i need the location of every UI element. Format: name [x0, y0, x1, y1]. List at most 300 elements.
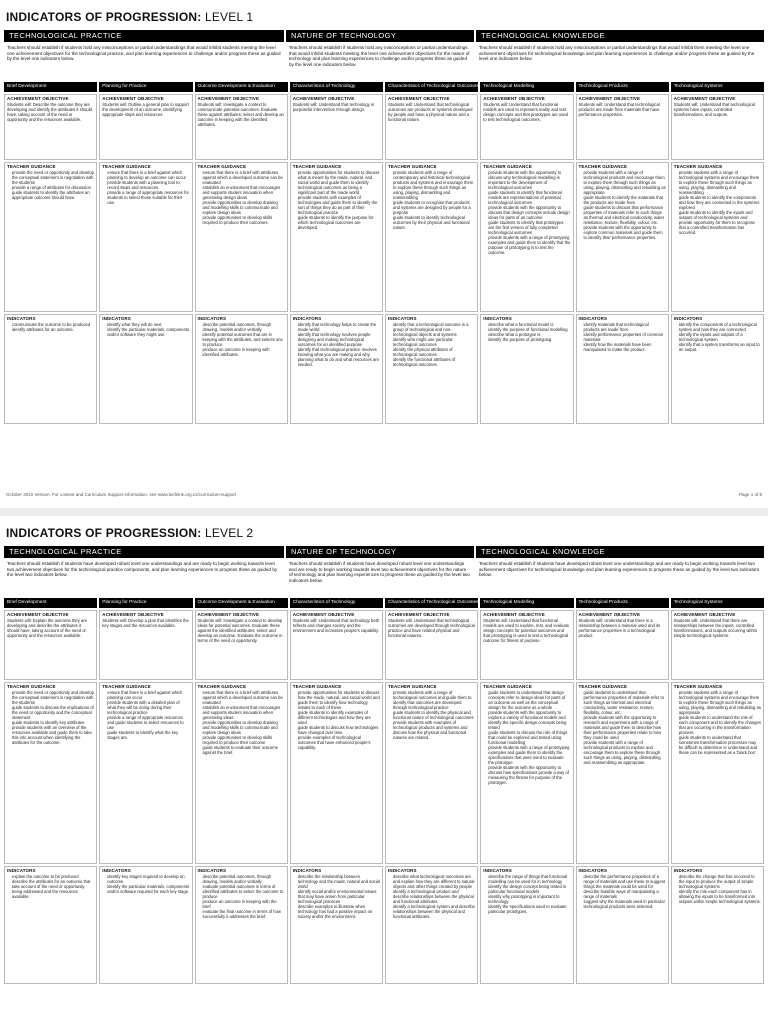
- cell-heading: TEACHER GUIDANCE: [388, 684, 437, 689]
- list-item: • establish an environment that encourages and supports student innovation when generating design ideas: [203, 185, 285, 200]
- list-item: • produce an outcome in keeping with the brief: [203, 899, 285, 909]
- list-item: • provide students with a planning tool to record steps and resources: [107, 180, 189, 190]
- list-item: • guide students to identify that prototypes are the first version of fully completed technological outcomes: [488, 220, 570, 235]
- achievement-objective-cell: [576, 610, 669, 680]
- list-item: • guide students to identify key attributes: [12, 720, 94, 725]
- list-item: • suggest why the materials used in particular technological products were selected.: [584, 899, 666, 909]
- list-item: • guide students to recognise that products and systems are designed by people for a purpose: [393, 200, 475, 215]
- column-header: Brief Development: [4, 82, 97, 92]
- indicators-cell: [290, 314, 383, 424]
- guidance-list: [7, 690, 94, 745]
- list-item: • ensure that there is a brief against which planning can occur: [107, 690, 189, 700]
- teacher-guidance-cell: [385, 162, 478, 312]
- teacher-guidance-cell: [195, 162, 288, 312]
- cell-heading: ACHIEVEMENT OBJECTIVE: [483, 612, 545, 617]
- indicators-list: [388, 322, 475, 367]
- cell-heading: ACHIEVEMENT OBJECTIVE: [673, 612, 736, 617]
- guidance-list: [198, 690, 285, 755]
- list-item: • evaluate potential outcomes in terms of identified attributes to select the outcome to produce: [203, 884, 285, 899]
- column-header: Technological Products: [576, 82, 669, 92]
- list-item: • identify that technology helps to create the made world: [298, 322, 380, 332]
- intro-row: [4, 560, 764, 594]
- teacher-guidance-cell: [4, 162, 97, 312]
- list-item: • provide a range of attributes for discussion: [12, 185, 94, 190]
- achievement-text: Students will: Understand that functional models are used to explore, test, and evaluate design concepts for potential outcomes and that prototyping is used to test a technological outcome for fitness of purpose.: [483, 618, 570, 643]
- cell-heading: ACHIEVEMENT OBJECTIVE: [578, 96, 641, 101]
- achievement-objective-cell: [290, 610, 383, 680]
- list-item: • identify materials that technological products are made from: [584, 322, 666, 332]
- cell-heading: TEACHER GUIDANCE: [483, 164, 532, 169]
- page-title: INDICATORS OF PROGRESSION: LEVEL 1: [6, 10, 254, 24]
- cell-heading: ACHIEVEMENT OBJECTIVE: [673, 96, 736, 101]
- list-item: • describe the relationship between technology and the made, natural and social world: [298, 874, 380, 889]
- cell-heading: TEACHER GUIDANCE: [102, 164, 151, 169]
- column-header: Characteristics of Technology: [290, 82, 383, 92]
- strand-bands: [4, 546, 764, 558]
- cell-heading: INDICATORS: [292, 316, 322, 321]
- strand-column: [385, 610, 478, 984]
- achievement-text: Students will: Understand that technology is purposeful intervention through design.: [292, 102, 374, 112]
- band-technological-practice: TECHNOLOGICAL PRACTICE: [4, 546, 284, 558]
- list-item: • guide students to identify technological outcomes by their physical and functional nature.: [393, 215, 475, 230]
- cell-heading: INDICATORS: [483, 316, 512, 321]
- list-item: • provide students with a range of technological products to explore and encourage them to explore these through such things as using, playing, dismantling and reassembling as appropriate.: [584, 740, 666, 765]
- cell-heading: INDICATORS: [578, 316, 608, 321]
- strand-column: [480, 610, 573, 984]
- cell-heading: INDICATORS: [673, 316, 703, 321]
- list-item: • provide students with an overview of the resources available and guide them to take this into account when identifying the attributes for the outcome.: [12, 725, 94, 745]
- intro-practice: Teachers should establish if students have developed robust level one understandings and are ready to begin working towards level two achievement objectives for the technological practice components, and plan learning experiences to progress these as guided by the level two indicators below.: [7, 561, 278, 578]
- indicators-list: [293, 874, 380, 919]
- indicators-cell: [4, 314, 97, 424]
- cell-heading: ACHIEVEMENT OBJECTIVE: [483, 96, 545, 101]
- guidance-list: [102, 170, 189, 205]
- achievement-objective-cell: [385, 610, 478, 680]
- achievement-text: Students will: Outline a general plan to support the development of an outcome, identifying appropriate steps and resources.: [102, 102, 189, 117]
- list-item: • identify performance properties of common materials: [584, 332, 666, 342]
- guidance-list: [388, 170, 475, 230]
- intro-row: [4, 44, 764, 78]
- indicator-grid: [4, 610, 764, 984]
- list-item: • describe the attributes for an outcome that take account of the need or opportunity being addressed and the resources available.: [12, 879, 94, 899]
- cell-heading: TEACHER GUIDANCE: [197, 684, 247, 689]
- achievement-text: Students will: Understand that technological products are made from materials that have performance properties.: [578, 102, 660, 117]
- guidance-list: [7, 170, 94, 200]
- achievement-objective-cell: [576, 94, 669, 160]
- list-item: • describe the range of things that functional modelling can be used for in technology: [488, 874, 570, 884]
- indicators-list: [102, 322, 189, 337]
- list-item: • identify the particular materials, components and/or software they might use.: [107, 327, 189, 337]
- cell-heading: ACHIEVEMENT OBJECTIVE: [197, 96, 260, 101]
- list-item: • describe what technological outcomes are and explain how they are different to natural objects and other things created by people: [393, 874, 475, 889]
- indicators-cell: [480, 866, 573, 984]
- teacher-guidance-cell: [671, 682, 764, 864]
- list-item: • identify that technology involves people designing and making technological outcomes for an identified purpose: [298, 332, 380, 347]
- column-header: Outcome Development & Evaluation: [195, 598, 288, 608]
- indicators-list: [7, 874, 94, 899]
- cell-heading: INDICATORS: [483, 868, 512, 873]
- list-item: • describe what a functional model is: [488, 322, 570, 327]
- strand-column: [576, 94, 669, 424]
- list-item: • identify the purpose of functional modelling: [488, 327, 570, 332]
- list-item: • describe the change that has occurred to the input to produce the output of simple technological systems: [679, 874, 761, 889]
- achievement-text: Students will: Understand that technological outcomes are developed through technological practice and have related physical and functional natures.: [388, 618, 475, 638]
- list-item: • provide the need or opportunity and develop the conceptual statement in negotiation with the students: [12, 690, 94, 705]
- strand-column: [4, 610, 97, 984]
- achievement-text: Students will: Describe the outcome they are developing and identify the attributes it should have, taking account of the need or opportunity and the resources available.: [7, 102, 92, 122]
- list-item: • identify how the materials have been manipulated to make the product.: [584, 342, 666, 352]
- list-item: • provide students with a range of technological products and encourage them to explore them through such things as using, playing, dismantling and rebuilding as appropriate: [584, 170, 666, 195]
- teacher-guidance-cell: [99, 682, 192, 864]
- list-item: • evaluate the final outcome in terms of how successfully it addresses the brief.: [203, 909, 285, 919]
- list-item: • provide opportunities to develop skills required to produce their outcomes.: [203, 215, 285, 225]
- list-item: • provide students with the opportunity to discuss why technological modelling is important to the development of technological outcomes: [488, 170, 570, 190]
- intro-knowledge: Teachers should establish if students hold any misconceptions or partial understandings that would inhibit them meeting the level one achievement objectives for technological knowledge and plan learning experiences to challenge and/or progress these as guided by the level one indicators below.: [479, 45, 755, 62]
- strand-column: [480, 94, 573, 424]
- teacher-guidance-cell: [480, 682, 573, 864]
- list-item: • guide students to identify the physical and functional nature of technological outcomes: [393, 710, 475, 720]
- list-item: • provide opportunities to develop skills required to produce their outcome: [203, 735, 285, 745]
- achievement-text: Students will: Understand that technological outcomes are products or systems developed by people and have a physical nature and a functional nature.: [388, 102, 473, 122]
- list-item: • identify attributes for an outcome.: [12, 327, 94, 332]
- list-item: • provide opportunities to develop drawing and modelling skills to communicate and explore design ideas: [203, 200, 285, 215]
- cell-heading: INDICATORS: [7, 868, 36, 873]
- list-item: • provide students with a range of prototyping examples and guide them to identify that the purpose of prototyping is to test the outcome.: [488, 235, 570, 255]
- list-item: • provide students with a range of technological outcomes and guide them to identify that outcomes are developed through technological practice: [393, 690, 475, 710]
- guidance-list: [579, 690, 666, 765]
- strand-column: [385, 94, 478, 424]
- list-item: • provide students with a range of prototyping examples and guide them to identify the specifications that were used to evaluate the prototype: [488, 745, 570, 765]
- teacher-guidance-cell: [671, 162, 764, 312]
- achievement-text: Students will: Develop a plan that identifies the key stages and the resources available.: [102, 618, 189, 628]
- guidance-list: [293, 170, 380, 230]
- page-level-1: [0, 0, 768, 508]
- intro-nature: Teachers should establish if students hold any misconceptions or partial understandings that would inhibit students meeting the level one achievement objectives for the nature of technology and plan learning experiences to challenge and/or progress these as guided by the level one indicators below.: [289, 45, 470, 67]
- list-item: • provide students with a range of technological systems and encourage them to explore these through such things as using, playing, dismantling and reassembling: [679, 170, 761, 195]
- list-item: • guide students to identify the inputs and outputs of technological systems and provide opportunity for them to recognise that a controlled transformation has occurred.: [679, 210, 761, 235]
- teacher-guidance-cell: [290, 162, 383, 312]
- list-item: • communicate the outcome to be produced: [12, 322, 94, 327]
- indicators-list: [102, 874, 189, 894]
- indicators-cell: [576, 314, 669, 424]
- column-header: Technological Systems: [671, 598, 764, 608]
- cell-heading: TEACHER GUIDANCE: [388, 164, 437, 169]
- list-item: • guide students to understand that performance properties of materials refer to such things as thermal and electrical conductivity, water resistance, texture, flexibility, colour, etc.: [584, 690, 666, 715]
- list-item: • guide students to identify the purpose for which technological outcomes are developed.: [298, 215, 380, 230]
- indicators-cell: [671, 314, 764, 424]
- list-item: • guide students to identify that functional models are representations of potential technological outcomes: [488, 190, 570, 205]
- list-item: • identify potential outcomes that are in keeping with the attributes, and selects one to produce: [203, 332, 285, 347]
- list-item: • identify the particular materials, components and/or software required for each key stage.: [107, 884, 189, 894]
- page-level-2: [0, 516, 768, 1024]
- list-item: • guide students to identify what the key stages are.: [107, 730, 189, 740]
- band-technological-knowledge: TECHNOLOGICAL KNOWLEDGE: [476, 546, 764, 558]
- cell-heading: ACHIEVEMENT OBJECTIVE: [292, 612, 355, 617]
- list-item: • provide students with examples of technological products and systems and discuss how the physical and functional natures are related.: [393, 720, 475, 740]
- cell-heading: ACHIEVEMENT OBJECTIVE: [292, 96, 355, 101]
- band-technological-practice: TECHNOLOGICAL PRACTICE: [4, 30, 284, 42]
- cell-heading: ACHIEVEMENT OBJECTIVE: [102, 612, 164, 617]
- list-item: • guide students to understand the role of each component and to identify the changes that are occurring in the transformation process: [679, 715, 761, 735]
- column-header: Outcome Development & Evaluation: [195, 82, 288, 92]
- achievement-objective-cell: [480, 610, 573, 680]
- strand-column: [576, 610, 669, 984]
- list-item: • identify the role each component has in allowing the inputs to be transformed into outputs within simple technological systems.: [679, 889, 761, 904]
- list-item: • guide students to discuss the role of things that could be explored and tested using functional modelling: [488, 730, 570, 745]
- achievement-objective-cell: [480, 94, 573, 160]
- intro-knowledge: Teachers should establish if students have developed robust level one understandings and are ready to begin working towards level two achievement objectives for technological knowledge and plan learning experiences to progress these as guided by the level two indicators below.: [479, 561, 760, 578]
- cell-heading: TEACHER GUIDANCE: [7, 164, 56, 169]
- guidance-list: [483, 690, 570, 785]
- list-item: • provide the need or opportunity and develop the conceptual statement in negotiation with the students: [12, 170, 94, 185]
- indicators-list: [674, 322, 761, 352]
- teacher-guidance-cell: [385, 682, 478, 864]
- cell-heading: ACHIEVEMENT OBJECTIVE: [388, 96, 450, 101]
- achievement-objective-cell: [671, 610, 764, 680]
- guidance-list: [674, 170, 761, 235]
- indicator-grid: [4, 94, 764, 424]
- list-item: • produce an outcome in keeping with identified attributes.: [203, 347, 285, 357]
- list-item: • provide a range of appropriate resources for students to select those suitable for their use.: [107, 190, 189, 205]
- list-item: • identify a technological product and describe relationships between the physical and functional attributes: [393, 889, 475, 904]
- achievement-objective-cell: [4, 94, 97, 160]
- achievement-text: Students will: Understand that there are relationships between the inputs, controlled transformations, and outputs occurring within simple technological systems.: [673, 618, 758, 638]
- list-item: • identify the purpose of prototyping.: [488, 337, 570, 342]
- teacher-guidance-cell: [195, 682, 288, 864]
- list-item: • guide students to understand that design concepts refer to design ideas for parts of an outcome as well as the conceptual design for the outcome as a whole: [488, 690, 570, 710]
- page-title: INDICATORS OF PROGRESSION: LEVEL 2: [6, 526, 254, 540]
- indicators-list: [483, 874, 570, 914]
- list-item: • provide students with the opportunity to discuss how specifications provide a way of measuring the fitness for purpose of the prototype.: [488, 765, 570, 785]
- cell-heading: TEACHER GUIDANCE: [483, 684, 532, 689]
- indicators-list: [674, 874, 761, 904]
- list-item: • provide a range of appropriate resources and guide students to select resources to use: [107, 715, 189, 730]
- strand-column: [99, 94, 192, 424]
- cell-heading: TEACHER GUIDANCE: [197, 164, 247, 169]
- page-divider: [0, 508, 768, 516]
- achievement-objective-cell: [99, 94, 192, 160]
- page-footer: [6, 492, 762, 497]
- list-item: • describe potential outcomes, through drawing, models and/or verbally: [203, 322, 285, 332]
- achievement-text: Students will: Explain the outcome they are developing and describe the attributes it should have, taking account of the need or opportunity and the resources available.: [7, 618, 88, 638]
- list-item: • provide examples of technological outcomes that have enhanced people's capability.: [298, 735, 380, 750]
- cell-heading: ACHIEVEMENT OBJECTIVE: [197, 612, 260, 617]
- list-item: • describe potential outcomes, through drawing, models and/or verbally: [203, 874, 285, 884]
- list-item: • describe examples to illustrate when technology has had a positive impact on society and/or the environment.: [298, 904, 380, 919]
- list-item: • guide students to discuss how technologies have changed over time: [298, 725, 380, 735]
- intro-nature: Teachers should establish if students have developed robust level one understandings and are ready to begin working towards level two achievement objectives for the nature of technology and plan learning experiences to progress these as guided by the level two indicators below.: [289, 561, 470, 583]
- cell-heading: TEACHER GUIDANCE: [578, 164, 628, 169]
- teacher-guidance-cell: [99, 162, 192, 312]
- cell-heading: TEACHER GUIDANCE: [673, 164, 723, 169]
- achievement-objective-cell: [671, 94, 764, 160]
- list-item: • describe feasible ways of manipulating a range of materials: [584, 889, 666, 899]
- guidance-list: [674, 690, 761, 755]
- list-item: • establish an environment that encourages and supports student innovation when generating ideas: [203, 705, 285, 720]
- cell-heading: INDICATORS: [197, 316, 227, 321]
- cell-heading: INDICATORS: [102, 316, 131, 321]
- list-item: • identify key stages required to develop an outcome: [107, 874, 189, 884]
- list-item: • provide students with the opportunity to explore common materials and guide them to identify their performance properties.: [584, 225, 666, 240]
- column-header: Planning for Practice: [99, 82, 192, 92]
- strand-column: [290, 94, 383, 424]
- achievement-objective-cell: [290, 94, 383, 160]
- cell-heading: INDICATORS: [388, 868, 417, 873]
- indicators-cell: [385, 866, 478, 984]
- band-nature-of-technology: NATURE OF TECHNOLOGY: [286, 30, 474, 42]
- column-header: Technological Modelling: [480, 82, 573, 92]
- guidance-list: [388, 690, 475, 740]
- cell-heading: TEACHER GUIDANCE: [102, 684, 151, 689]
- list-item: • provide students with examples of technologies and guide them to identify the sort of things they do as part of their technological practice: [298, 195, 380, 215]
- indicators-list: [388, 874, 475, 919]
- indicators-cell: [290, 866, 383, 984]
- list-item: • ensure that there is a brief against which planning to develop an outcome can occur: [107, 170, 189, 180]
- band-nature-of-technology: NATURE OF TECHNOLOGY: [286, 546, 474, 558]
- list-item: • identify the specifications used to evaluate particular prototypes.: [488, 904, 570, 914]
- achievement-objective-cell: [4, 610, 97, 680]
- achievement-text: Students will: Understand that there is a relationship between a material used and its performance properties in a technological product.: [578, 618, 661, 638]
- cell-heading: INDICATORS: [292, 868, 322, 873]
- indicators-cell: [385, 314, 478, 424]
- cell-heading: INDICATORS: [578, 868, 608, 873]
- indicators-list: [579, 874, 666, 909]
- cell-heading: INDICATORS: [102, 868, 131, 873]
- list-item: • identify who might use particular technological outcomes: [393, 337, 475, 347]
- teacher-guidance-cell: [4, 682, 97, 864]
- list-item: • identify the design concept being tested in particular functional models: [488, 884, 570, 894]
- teacher-guidance-cell: [576, 162, 669, 312]
- cell-heading: ACHIEVEMENT OBJECTIVE: [102, 96, 164, 101]
- cell-heading: ACHIEVEMENT OBJECTIVE: [7, 96, 69, 101]
- indicators-list: [579, 322, 666, 352]
- achievement-objective-cell: [195, 610, 288, 680]
- column-header: Characteristics of Technological Outcomes: [385, 82, 478, 92]
- list-item: • provide opportunities to develop drawing and modelling skills to communicate and explore design ideas: [203, 720, 285, 735]
- cell-heading: ACHIEVEMENT OBJECTIVE: [388, 612, 450, 617]
- indicators-list: [293, 322, 380, 367]
- indicators-cell: [195, 866, 288, 984]
- list-item: • guide students to identify the materials that the products are made from: [584, 195, 666, 205]
- indicators-cell: [671, 866, 764, 984]
- column-header: Technological Modelling: [480, 598, 573, 608]
- achievement-objective-cell: [385, 94, 478, 160]
- list-item: • provide students with the opportunity to research and experiment with a range of materials and guide them to describe how their performance properties relate to how they could be used: [584, 715, 666, 740]
- indicators-cell: [4, 866, 97, 984]
- column-header: Technological Products: [576, 598, 669, 608]
- footer-version: October 2010 Version. For context and Curriculum Support information, see www.techlink.org.nz/curriculum-support: [6, 492, 237, 497]
- indicators-cell: [480, 314, 573, 424]
- teacher-guidance-cell: [576, 682, 669, 864]
- cell-heading: ACHIEVEMENT OBJECTIVE: [7, 612, 69, 617]
- guidance-list: [579, 170, 666, 240]
- indicators-cell: [195, 314, 288, 424]
- cell-heading: INDICATORS: [673, 868, 703, 873]
- list-item: • provide students with a detailed plan of what they will be doing during their technological practice: [107, 700, 189, 715]
- cell-heading: TEACHER GUIDANCE: [673, 684, 723, 689]
- list-item: • identify social and/or environmental issues that may have arisen from particular technological practices: [298, 889, 380, 904]
- list-item: • identify the inputs and outputs of a technological system: [679, 332, 761, 342]
- band-technological-knowledge: TECHNOLOGICAL KNOWLEDGE: [476, 30, 764, 42]
- list-item: • identify that technological practice involves knowing what you are making and why, planning what to do and what resources are needed.: [298, 347, 380, 367]
- guidance-list: [483, 170, 570, 255]
- intro-practice: Teachers should establish if students hold any misconceptions or partial understandings that would inhibit students meeting the level one achievement objectives for the technological practice, and plan learning experiences to challenge and/or progress these as guided by the level one indicators below.: [7, 45, 281, 62]
- guidance-list: [102, 690, 189, 740]
- list-item: • identify that a technological outcome is a group of technological and non-technological objects and systems: [393, 322, 475, 337]
- list-item: • provide students with the opportunity to discuss that design concepts include design ideas for parts of an outcome: [488, 205, 570, 220]
- list-item: • ensure that there is a brief with attributes against which a developed outcome can be evaluated: [203, 170, 285, 185]
- achievement-text: Students will: Investigate a context to communicate potential outcomes. Evaluate these against attributes; select and develop an outcome in keeping with the identified attributes.: [197, 102, 284, 127]
- indicators-list: [7, 322, 94, 332]
- column-header: Technological Systems: [671, 82, 764, 92]
- indicators-list: [198, 874, 285, 919]
- list-item: • identify why prototyping is important to technology: [488, 894, 570, 904]
- list-item: • identify the physical attributes of technological outcomes: [393, 347, 475, 357]
- list-item: • ensure that there is a brief with attributes against which a developed outcome can be evaluated: [203, 690, 285, 705]
- guidance-list: [198, 170, 285, 225]
- list-item: • provide opportunities for students to discuss how the made, natural, and social world and guide them to identify how technology relates to each of these: [298, 690, 380, 710]
- indicators-list: [198, 322, 285, 357]
- cell-heading: INDICATORS: [388, 316, 417, 321]
- strand-column: [195, 94, 288, 424]
- list-item: • identify the functional attributes of technological outcomes.: [393, 357, 475, 367]
- achievement-text: Students will: Understand that functional models are used to represent reality and test design concepts and that prototypes are used to test technological outcomes.: [483, 102, 568, 122]
- cell-heading: INDICATORS: [197, 868, 227, 873]
- column-header: Characteristics of Technological Outcomes: [385, 598, 478, 608]
- indicators-cell: [99, 314, 192, 424]
- list-item: • describe what a prototype is: [488, 332, 570, 337]
- list-item: • provide students with a range of contemporary and historical technological products and systems and encourage them to explore these through such things as using, playing, dismantling and reassembling: [393, 170, 475, 200]
- list-item: • explain the outcome to be produced: [12, 874, 94, 879]
- cell-heading: INDICATORS: [7, 316, 36, 321]
- strand-column: [671, 610, 764, 984]
- indicators-cell: [576, 866, 669, 984]
- list-item: • identify that a system transforms an input to an output.: [679, 342, 761, 352]
- column-headers: [4, 598, 764, 608]
- column-header: Planning for Practice: [99, 598, 192, 608]
- list-item: • provide opportunities for students to discuss what is meant by the made, natural, and social world and guide them to identify technological outcomes as being a significant part of the made world: [298, 170, 380, 195]
- indicators-list: [483, 322, 570, 342]
- list-item: • guide students to discuss that performance properties of materials refer to such things as thermal and electrical conductivity, water resistance, texture, flexibility, colour, etc.: [584, 205, 666, 225]
- cell-heading: TEACHER GUIDANCE: [292, 164, 342, 169]
- teacher-guidance-cell: [480, 162, 573, 312]
- strand-column: [99, 610, 192, 984]
- guidance-list: [293, 690, 380, 750]
- column-header: Brief Development: [4, 598, 97, 608]
- achievement-objective-cell: [99, 610, 192, 680]
- list-item: • guide students to identify examples of different technologies and how they are used: [298, 710, 380, 725]
- strand-bands: [4, 30, 764, 42]
- list-item: • identify what they will do next: [107, 322, 189, 327]
- footer-page-number: Page 1 of 8: [738, 492, 762, 497]
- list-item: • guide students to evaluate their outcome against the brief.: [203, 745, 285, 755]
- column-header: Characteristics of Technology: [290, 598, 383, 608]
- achievement-objective-cell: [195, 94, 288, 160]
- list-item: • guide students to discuss the implications of the need or opportunity and the conceptual statement: [12, 705, 94, 720]
- cell-heading: ACHIEVEMENT OBJECTIVE: [578, 612, 641, 617]
- list-item: • identify a technological system and describe relationships between the physical and functional attributes.: [393, 904, 475, 919]
- strand-column: [290, 610, 383, 984]
- achievement-text: Students will: Investigate a context to develop ideas for potential outcomes. Evaluate these against the identified attributes; select and develop an outcome. Evaluate the outcome in terms of the need or opportunity.: [197, 618, 283, 643]
- achievement-text: Students will: Understand that technology both reflects and changes society and the environment and increases people's capability.: [292, 618, 380, 633]
- strand-column: [671, 94, 764, 424]
- teacher-guidance-cell: [290, 682, 383, 864]
- cell-heading: TEACHER GUIDANCE: [292, 684, 342, 689]
- achievement-text: Students will: Understand that technological systems have inputs, controlled transformations, and outputs.: [673, 102, 755, 117]
- indicators-cell: [99, 866, 192, 984]
- strand-column: [195, 610, 288, 984]
- list-item: • guide students to understand that sometimes transformation processes may be difficult to determine or understand and these can be represented as a 'black box'.: [679, 735, 761, 755]
